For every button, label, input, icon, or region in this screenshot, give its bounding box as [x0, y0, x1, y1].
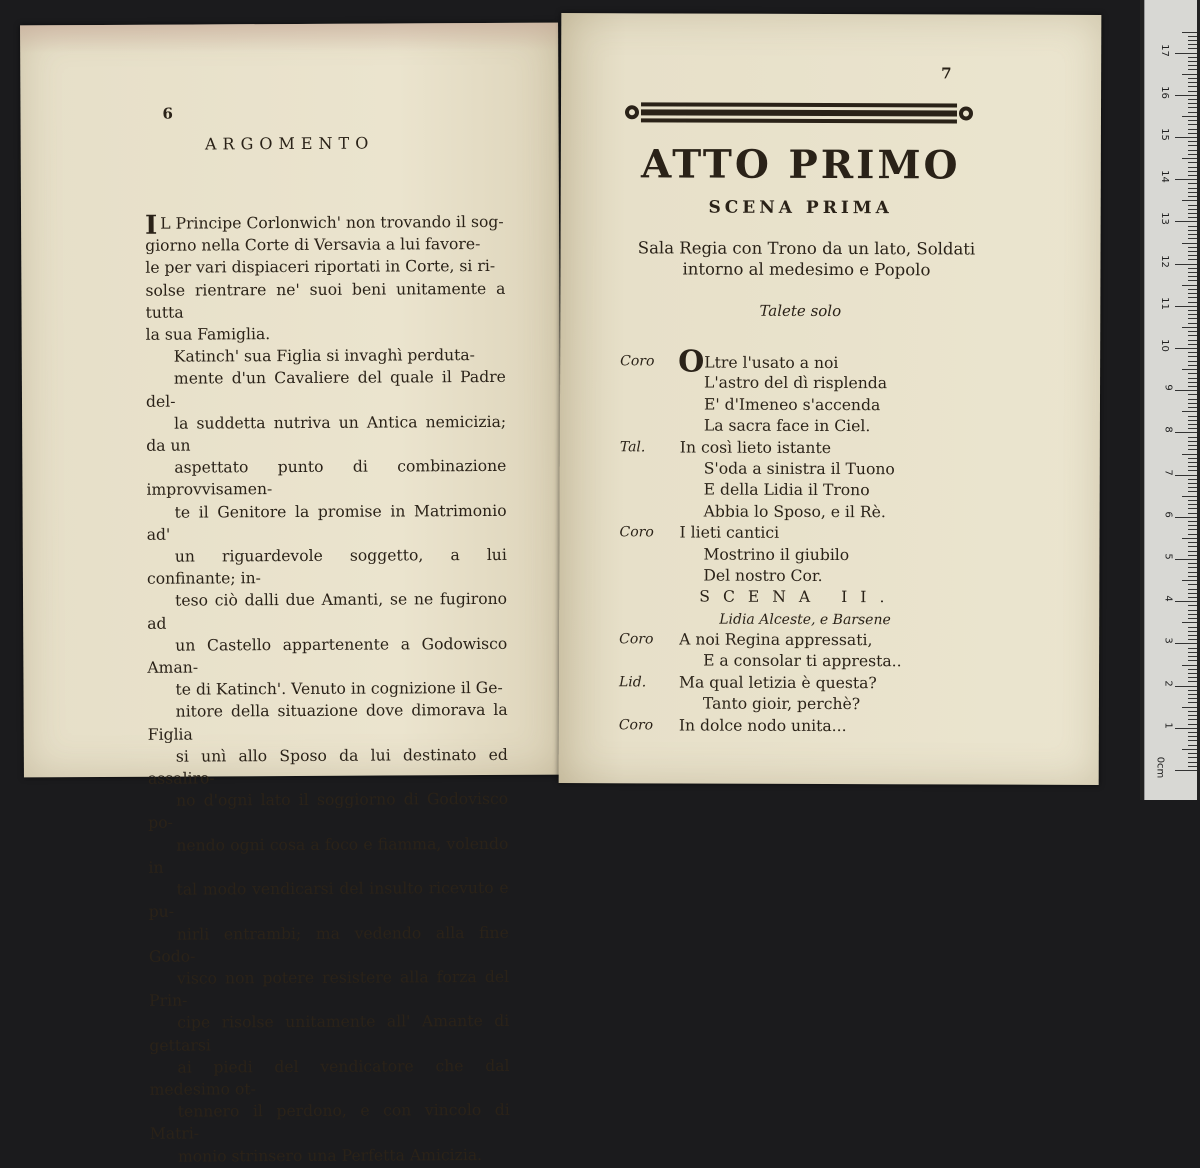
left-page [20, 23, 562, 1166]
speaker-label: Lid. [618, 674, 647, 691]
ruler-tick [1188, 639, 1197, 640]
text-line: aspettato punto di combinazione improvvisamen- [146, 457, 507, 500]
ruler-tick [1188, 428, 1197, 429]
text-line: la suddetta nutriva un Antica nemicizia; da un [146, 412, 507, 455]
ruler-label: 1 [1162, 722, 1174, 729]
verse-text: In dolce nodo unita... [678, 716, 847, 735]
ruler-tick [1188, 356, 1197, 357]
ruler-tick [1188, 656, 1197, 657]
verse-line [619, 608, 999, 631]
ruler-tick [1188, 567, 1197, 568]
ruler-tick [1188, 462, 1197, 463]
text-line: le per vari dispiaceri riportati in Corte, si ri- [145, 257, 496, 278]
ruler-tick [1188, 719, 1197, 720]
text-line: no d'ogni lato il soggiorno di Godovisco po- [148, 790, 509, 833]
act-title: ATTO PRIMO [641, 141, 961, 189]
argomento-paragraph [145, 211, 506, 346]
ruler-tick [1182, 158, 1197, 159]
ruler-tick [1188, 458, 1197, 459]
ruler-tick [1188, 141, 1197, 142]
ruler-tick [1188, 82, 1197, 83]
ruler-tick [1188, 352, 1197, 353]
ruler-tick [1188, 120, 1197, 121]
ruler-tick [1188, 681, 1197, 682]
right-page [559, 13, 1102, 785]
ruler-tick [1188, 386, 1197, 387]
ruler-label: 12 [1159, 254, 1171, 268]
ruler-tick [1188, 382, 1197, 383]
text-line: nitore della situazione dove dimorava la Figlia [147, 701, 508, 744]
ruler-tick [1175, 95, 1197, 96]
ruler-tick [1188, 268, 1197, 269]
page-number-left: 6 [162, 104, 173, 123]
page-number-right: 7 [941, 64, 952, 83]
ruler-tick [1188, 673, 1197, 674]
verse-block [618, 344, 1000, 737]
ruler-tick [1175, 137, 1197, 138]
text-line: tennero il perdono, e con vincolo di Matri- [149, 1100, 510, 1144]
ornament-border-icon [623, 99, 975, 126]
ruler-tick [1188, 217, 1197, 218]
ruler-tick [1188, 99, 1197, 100]
ruler-tick [1188, 205, 1197, 206]
text-line: un Castello appartenente a Godowisco Aman- [147, 634, 508, 677]
dropcap-letter: O [678, 344, 705, 380]
verse-line [619, 715, 999, 738]
ruler-tick [1188, 508, 1197, 509]
ruler-tick [1182, 116, 1197, 117]
verse-line [619, 587, 999, 610]
ruler-tick [1188, 112, 1197, 113]
ruler-tick [1188, 487, 1197, 488]
ruler-tick [1188, 635, 1197, 636]
verse-line [620, 501, 1000, 524]
ruler-tick [1175, 432, 1197, 433]
ruler-tick [1182, 327, 1197, 328]
speaker-label: Coro [619, 631, 654, 648]
ruler-tick [1188, 69, 1197, 70]
ruler-tick [1175, 686, 1197, 687]
ruler-tick [1188, 576, 1197, 577]
ruler-tick [1188, 44, 1197, 45]
ruler-tick [1182, 622, 1197, 623]
verse-text: Abbia lo Sposo, e il Rè. [703, 502, 886, 521]
ruler-tick [1188, 597, 1197, 598]
text-line: tal modo vendicarsi del insulto ricevuto e pu- [148, 878, 509, 922]
ruler-tick [1188, 677, 1197, 678]
text-line: nirli entrambi; ma vedendo alla fine Godo- [148, 923, 509, 966]
ruler-tick [1188, 479, 1197, 480]
scene-title: SCENA PRIMA [708, 197, 893, 219]
ruler-tick [1188, 293, 1197, 294]
verse-text: Mostrino il giubilo [703, 545, 850, 564]
verse-text: S'oda a sinistra il Tuono [703, 459, 895, 479]
ruler-tick [1188, 698, 1197, 699]
verse-line [619, 651, 999, 674]
text-line: si unì allo Sposo da lui destinato ed assaliro- [147, 745, 508, 788]
ruler-tick [1182, 200, 1197, 201]
verse-text: SCENA II. [699, 587, 898, 607]
ruler-tick [1188, 78, 1197, 79]
ruler-tick [1182, 538, 1197, 539]
ruler-tick [1182, 411, 1197, 412]
ruler-tick [1188, 331, 1197, 332]
ruler-tick [1188, 572, 1197, 573]
ruler-tick [1188, 373, 1197, 374]
ruler-label: 2 [1162, 679, 1174, 687]
ruler-tick [1188, 378, 1197, 379]
ruler-tick [1188, 107, 1197, 108]
ruler-tick [1188, 209, 1197, 210]
verse-line [620, 415, 1000, 438]
ruler-tick [1188, 230, 1197, 231]
verse-line [619, 565, 999, 588]
ruler-tick [1188, 627, 1197, 628]
ruler-tick [1188, 361, 1197, 362]
ruler-tick [1188, 403, 1197, 404]
argomento-paragraph [146, 344, 510, 1167]
ruler-tick [1188, 255, 1197, 256]
verse-line [620, 437, 1000, 460]
verse-text: I lieti cantici [679, 523, 780, 542]
ruler-tick [1188, 724, 1197, 725]
measuring-ruler [1144, 0, 1197, 800]
verse-line [620, 394, 1000, 417]
ruler-tick [1188, 732, 1197, 733]
ruler-tick [1188, 407, 1197, 408]
ruler-label: 6 [1162, 511, 1174, 518]
ruler-tick [1188, 445, 1197, 446]
ruler-tick [1182, 369, 1197, 370]
text-line: visco non potere resistere alla forza del Prin- [149, 967, 510, 1010]
ruler-tick [1188, 500, 1197, 501]
ruler-tick [1188, 167, 1197, 168]
ruler-label: 16 [1159, 85, 1171, 99]
ruler-tick [1175, 179, 1197, 180]
ruler-tick [1175, 53, 1197, 54]
ruler-tick [1188, 154, 1197, 155]
ruler-tick [1175, 643, 1197, 644]
verse-line [619, 672, 999, 695]
ruler-tick [1188, 289, 1197, 290]
ruler-tick [1188, 694, 1197, 695]
text-line: te il Genitore la promise in Matrimonio ad' [146, 501, 507, 544]
text-line: L Principe Corlonwich' non trovando il sog- [160, 212, 504, 233]
ruler-tick [1188, 766, 1197, 767]
verse-line [620, 458, 1000, 481]
verse-text: Ma qual letizia è questa? [678, 673, 877, 693]
ruler-tick [1188, 441, 1197, 442]
ruler-tick [1188, 491, 1197, 492]
ruler-tick [1188, 584, 1197, 585]
ruler-tick [1188, 314, 1197, 315]
text-line: Katinch' sua Figlia si invaghì perduta- [173, 346, 475, 366]
ruler-label: 0cm [1154, 756, 1166, 779]
argomento-body [145, 211, 510, 1168]
ruler-tick [1188, 420, 1197, 421]
ruler-tick [1188, 133, 1197, 134]
ruler-tick [1175, 264, 1197, 265]
ruler-tick [1188, 690, 1197, 691]
ruler-label: 3 [1162, 637, 1174, 645]
ruler-label: 13 [1159, 212, 1171, 226]
ruler-tick [1188, 175, 1197, 176]
ruler-tick [1188, 593, 1197, 594]
verse-text: In così lieto istante [679, 438, 832, 457]
ruler-tick [1175, 390, 1197, 391]
ruler-label: 11 [1159, 296, 1171, 310]
text-line: giorno nella Corte di Versavia a lui favore- [145, 235, 481, 255]
ruler-tick [1188, 483, 1197, 484]
ruler-tick [1188, 715, 1197, 716]
ruler-tick [1188, 745, 1197, 746]
verse-line [619, 629, 999, 652]
ruler-tick [1188, 449, 1197, 450]
ruler-label: 15 [1159, 128, 1171, 141]
ruler-tick [1188, 399, 1197, 400]
ruler-tick [1188, 466, 1197, 467]
ruler-tick [1188, 546, 1197, 547]
ruler-tick [1188, 57, 1197, 58]
ruler-tick [1188, 762, 1197, 763]
ruler-tick [1188, 589, 1197, 590]
ruler-tick [1188, 618, 1197, 619]
ruler-tick [1188, 365, 1197, 366]
verse-line [620, 344, 1000, 380]
ruler-tick [1175, 348, 1197, 349]
ruler-tick [1188, 318, 1197, 319]
ruler-tick [1188, 652, 1197, 653]
ruler-tick [1188, 648, 1197, 649]
ruler-tick [1188, 340, 1197, 341]
ruler-tick [1188, 124, 1197, 125]
text-line: te di Katinch'. Venuto in cognizione il Ge- [175, 679, 503, 699]
ruler-tick [1188, 542, 1197, 543]
verse-text: E della Lidia il Trono [703, 480, 870, 500]
ruler-tick [1188, 534, 1197, 535]
ruler-tick [1188, 660, 1197, 661]
ruler-tick [1188, 65, 1197, 66]
setting-line: intorno al medesimo e Popolo [682, 259, 931, 280]
ruler-tick [1188, 753, 1197, 754]
ruler-tick [1182, 665, 1197, 666]
ruler-tick [1188, 234, 1197, 235]
argomento-heading: ARGOMENTO [204, 133, 375, 154]
verse-line [620, 373, 1000, 396]
ruler-label: 10 [1159, 339, 1171, 352]
ruler-tick [1188, 247, 1197, 248]
scene-setting [616, 237, 996, 280]
verse-text: Del nostro Cor. [703, 566, 823, 585]
ruler-tick [1188, 563, 1197, 564]
ruler-tick [1188, 416, 1197, 417]
ruler-tick [1188, 335, 1197, 336]
ruler-tick [1188, 297, 1197, 298]
ruler-label: 14 [1159, 170, 1171, 184]
ruler-tick [1188, 424, 1197, 425]
dropcap-letter: I [145, 210, 158, 241]
verse-line [619, 694, 999, 717]
ruler-tick [1188, 740, 1197, 741]
ruler-tick [1188, 711, 1197, 712]
ruler-tick [1175, 221, 1197, 222]
ruler-tick [1182, 243, 1197, 244]
speaker-label: Coro [619, 524, 654, 541]
verse-line [619, 522, 999, 545]
ruler-tick [1188, 226, 1197, 227]
ruler-tick [1182, 32, 1197, 33]
text-line: nendo ogni cosa a foco e fiamma, volendo in [148, 834, 509, 877]
ruler-tick [1188, 525, 1197, 526]
text-line: mente d'un Cavaliere del quale il Padre del- [145, 368, 506, 411]
ruler-tick [1188, 196, 1197, 197]
ruler-tick [1188, 251, 1197, 252]
verse-text: Tanto gioir, perchè? [702, 694, 861, 714]
text-line: cipe risolse unitamente all' Amante di gettarsi [149, 1012, 510, 1055]
verse-line [619, 544, 999, 567]
ruler-tick [1182, 496, 1197, 497]
ruler-tick [1175, 517, 1197, 518]
ruler-tick [1188, 437, 1197, 438]
ruler-tick [1188, 238, 1197, 239]
ruler-tick [1188, 323, 1197, 324]
ruler-label: 9 [1162, 384, 1174, 391]
ruler-tick [1182, 707, 1197, 708]
ruler-tick [1188, 702, 1197, 703]
ruler-tick [1188, 669, 1197, 670]
ruler-tick [1182, 749, 1197, 750]
verse-text: A noi Regina appressati, [679, 630, 873, 650]
ruler-label: 7 [1162, 468, 1174, 476]
speaker-label: Coro [618, 716, 654, 734]
ruler-tick [1188, 470, 1197, 471]
ruler-tick [1188, 614, 1197, 615]
ruler-tick [1188, 605, 1197, 606]
ruler-tick [1188, 272, 1197, 273]
ruler-tick [1188, 213, 1197, 214]
ruler-tick [1188, 103, 1197, 104]
ruler-tick [1188, 280, 1197, 281]
ruler-tick [1188, 86, 1197, 87]
verse-text: Lidia Alceste, e Barsene [719, 611, 891, 628]
setting-line: Sala Regia con Trono da un lato, Soldati [637, 238, 976, 259]
ruler-tick [1182, 285, 1197, 286]
ruler-tick [1188, 36, 1197, 37]
ruler-tick [1188, 736, 1197, 737]
verse-text: La sacra face in Ciel. [703, 416, 871, 436]
ruler-tick [1188, 310, 1197, 311]
ruler-tick [1175, 770, 1197, 771]
verse-line [620, 480, 1000, 503]
speaker-label: Tal. [619, 438, 646, 455]
ruler-tick [1188, 259, 1197, 260]
ruler-tick [1188, 521, 1197, 522]
text-line: la sua Famiglia. [145, 325, 271, 344]
text-line: monio strinsero una Perfetta Amicizia. [177, 1145, 483, 1166]
text-line: solse rientrare ne' suoi beni unitamente a tutta [145, 279, 506, 322]
ruler-tick [1188, 145, 1197, 146]
ruler-tick [1188, 91, 1197, 92]
ruler-tick [1188, 551, 1197, 552]
ruler-tick [1175, 306, 1197, 307]
ruler-label: 8 [1162, 426, 1174, 434]
ruler-tick [1188, 504, 1197, 505]
ruler-tick [1188, 192, 1197, 193]
ruler-label: 4 [1162, 595, 1174, 602]
ruler-tick [1175, 728, 1197, 729]
ruler-tick [1188, 344, 1197, 345]
ruler-tick [1188, 61, 1197, 62]
ruler-tick [1188, 757, 1197, 758]
text-line: un riguardevole soggetto, a lui confinante; in- [146, 545, 507, 589]
ruler-tick [1182, 580, 1197, 581]
ruler-tick [1188, 513, 1197, 514]
verse-text: E' d'Imeneo s'accenda [703, 395, 881, 414]
solo-note: Talete solo [759, 301, 842, 321]
ruler-tick [1188, 610, 1197, 611]
text-line: teso ciò dalli due Amanti, se ne fugirono ad [147, 590, 508, 633]
speaker-label: Coro [620, 353, 655, 370]
ruler-tick [1188, 171, 1197, 172]
text-line: ai piedi del vendicatore che dal medesimo ot- [149, 1056, 510, 1099]
ruler-tick [1188, 276, 1197, 277]
ruler-tick [1182, 74, 1197, 75]
ruler-tick [1188, 555, 1197, 556]
ruler-tick [1188, 129, 1197, 130]
verse-text: Ltre l'usato a noi [704, 353, 839, 373]
ruler-label: 17 [1159, 43, 1171, 57]
verse-text: E a consolar ti appresta.. [703, 652, 902, 671]
ruler-tick [1182, 454, 1197, 455]
ruler-tick [1188, 40, 1197, 41]
ruler-tick [1188, 162, 1197, 163]
ruler-tick [1188, 302, 1197, 303]
ruler-tick [1188, 529, 1197, 530]
ruler-tick [1188, 631, 1197, 632]
verse-text: L'astro del dì risplenda [704, 373, 888, 393]
ruler-tick [1188, 394, 1197, 395]
ruler-tick [1188, 183, 1197, 184]
ruler-label: 5 [1162, 553, 1174, 560]
ruler-tick [1188, 48, 1197, 49]
ruler-tick [1175, 475, 1197, 476]
ruler-tick [1175, 601, 1197, 602]
ruler-tick [1188, 150, 1197, 151]
ruler-tick [1175, 559, 1197, 560]
ruler-tick [1188, 188, 1197, 189]
